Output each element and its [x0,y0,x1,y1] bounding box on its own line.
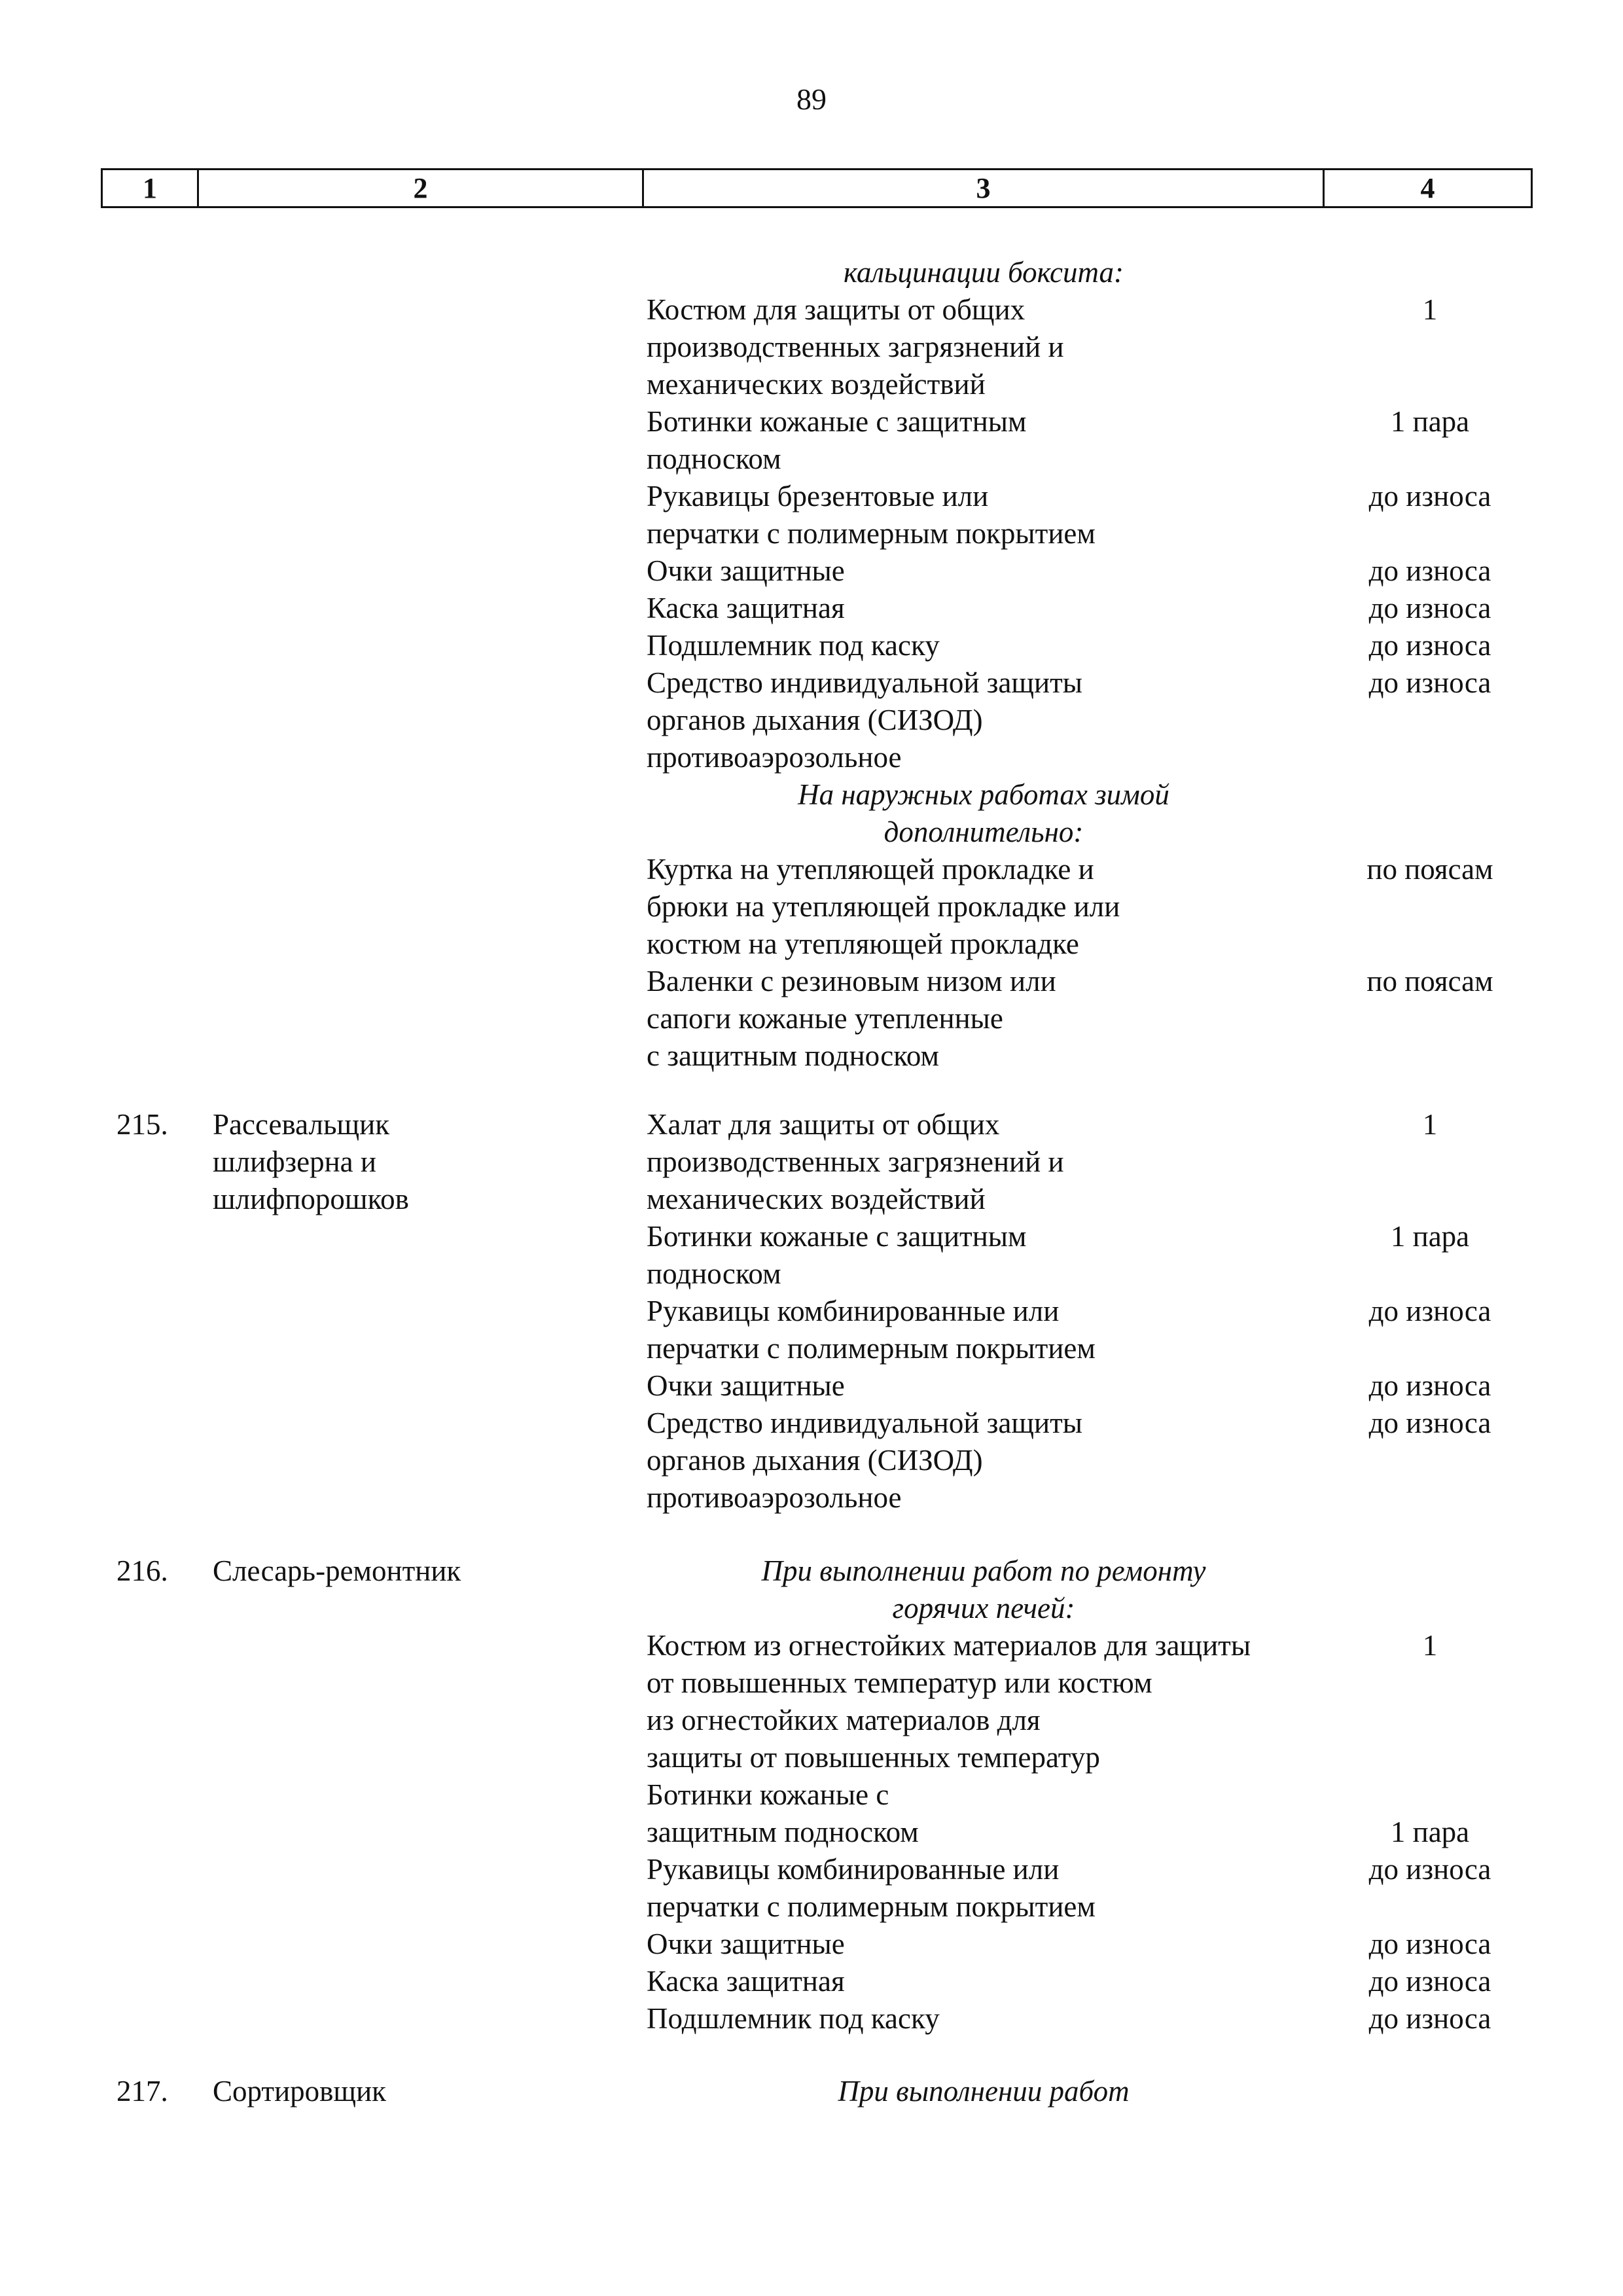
section-subheading: При выполнении работ по ремонту [761,1554,1206,1587]
item-line: органов дыхания (СИЗОД) [647,1444,983,1477]
item-line: Подшлемник под каску [647,629,940,662]
item-line: Ботинки кожаные с [647,1778,889,1811]
item-quantity: 1 [1422,1629,1438,1662]
item-line: Рукавицы комбинированные или [647,1295,1060,1327]
item-quantity: по поясам [1366,965,1493,997]
item-line: Куртка на утепляющей прокладке и [647,853,1094,886]
row-number: 216. [116,1554,168,1587]
item-line: противоаэрозольное [647,741,902,774]
item-line: сапоги кожаные утепленные [647,1002,1003,1035]
item-line: Каска защитная [647,1965,845,1998]
item-line: защитным подноском [647,1816,919,1848]
item-line: с защитным подноском [647,1039,939,1072]
item-line: производственных загрязнений и [647,331,1064,363]
item-quantity: до износа [1368,1295,1491,1327]
item-line: Валенки с резиновым низом или [647,965,1056,997]
item-line: перчатки с полимерным покрытием [647,1332,1096,1365]
item-line: механических воздействий [647,368,986,401]
item-line: Средство индивидуальной защиты [647,1407,1083,1439]
column-header-3: 3 [644,170,1325,206]
item-line: из огнестойких материалов для [647,1704,1041,1736]
item-quantity: до износа [1368,480,1491,512]
item-quantity: до износа [1368,1928,1491,1960]
item-quantity: 1 пара [1390,1220,1470,1253]
item-line: подноском [647,442,781,475]
item-line: Рукавицы комбинированные или [647,1853,1060,1886]
item-line: производственных загрязнений и [647,1145,1064,1178]
row-number: 217. [116,2075,168,2108]
item-line: Очки защитные [647,1928,845,1960]
item-line: Очки защитные [647,554,845,587]
item-line: подноском [647,1257,781,1290]
profession-name: шлифпорошков [213,1183,409,1215]
profession-name: шлифзерна и [213,1145,376,1178]
item-line: Ботинки кожаные с защитным [647,1220,1027,1253]
item-quantity: до износа [1368,666,1491,699]
item-line: Каска защитная [647,592,845,624]
item-quantity: до износа [1368,1853,1491,1886]
item-quantity: до износа [1368,1965,1491,1998]
profession-name: Слесарь-ремонтник [213,1554,461,1587]
item-quantity: до износа [1368,2002,1491,2035]
item-line: Средство индивидуальной защиты [647,666,1083,699]
column-header-4: 4 [1420,172,1435,204]
profession-name: Сортировщик [213,2075,387,2108]
item-line: Ботинки кожаные с защитным [647,405,1027,438]
item-line: Подшлемник под каску [647,2002,940,2035]
item-line: костюм на утепляющей прокладке [647,927,1079,960]
item-line: от повышенных температур или костюм [647,1666,1152,1699]
item-line: Халат для защиты от общих [647,1108,1000,1141]
item-quantity: до износа [1368,1407,1491,1439]
section-subheading: кальцинации боксита: [844,256,1124,289]
section-subheading: При выполнении работ [838,2075,1130,2108]
item-line: Рукавицы брезентовые или [647,480,989,512]
item-line: органов дыхания (СИЗОД) [647,704,983,736]
table-column-header [101,168,1533,208]
item-quantity: 1 пара [1390,405,1470,438]
item-quantity: до износа [1368,629,1491,662]
column-header-2: 2 [199,170,644,206]
item-line: Костюм из огнестойких материалов для защиты [647,1629,1251,1662]
profession-name: Рассевальщик [213,1108,390,1141]
item-quantity: до износа [1368,1369,1491,1402]
item-line: защиты от повышенных температур [647,1741,1100,1774]
row-number: 215. [116,1108,168,1141]
page-number: 89 [796,82,827,116]
item-line: перчатки с полимерным покрытием [647,517,1096,550]
item-quantity: по поясам [1366,853,1493,886]
section-subheading: дополнительно: [883,816,1084,848]
item-line: перчатки с полимерным покрытием [647,1890,1096,1923]
section-subheading: горячих печей: [892,1592,1075,1624]
item-quantity: до износа [1368,554,1491,587]
item-quantity: 1 пара [1390,1816,1470,1848]
item-line: противоаэрозольное [647,1481,902,1514]
item-line: Костюм для защиты от общих [647,293,1026,326]
section-subheading: На наружных работах зимой [798,778,1169,811]
item-line: брюки на утепляющей прокладке или [647,890,1120,923]
item-quantity: до износа [1368,592,1491,624]
item-quantity: 1 [1422,1108,1438,1141]
item-line: Очки защитные [647,1369,845,1402]
item-quantity: 1 [1422,293,1438,326]
item-line: механических воздействий [647,1183,986,1215]
column-header-1: 1 [103,170,199,206]
